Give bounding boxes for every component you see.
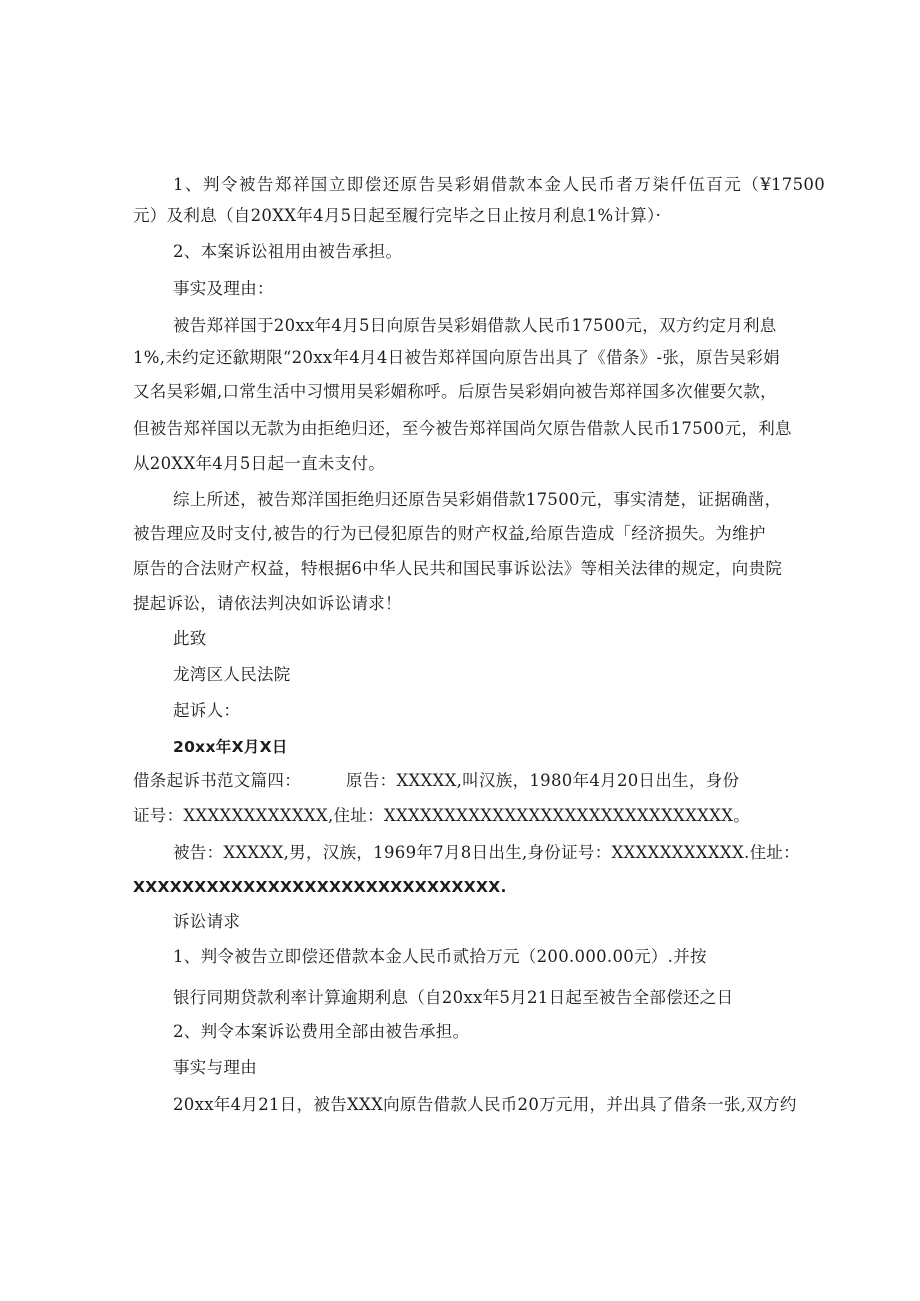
summary-paragraph-line: 提起诉讼，请依法判决如诉讼请求！ — [133, 594, 402, 613]
facts-reasons-line: 20xx年4月21日，被告XXX向原告借款人民币20万元用，并出具了借条一张,双方约 — [173, 1095, 797, 1114]
defendant-info-line: 被告：XXXXX,男，汉族，1969年7月8日出生,身份证号：XXXXXXXXXXX.住址： — [173, 843, 800, 862]
facts-paragraph-line: 1%,未约定还歙期限“20xx年4月4日被告郑祥国向原告出具了《借条》-张，原告吴彩娟 — [133, 348, 780, 367]
claim-1-line: 1、判令被告郑祥国立即偿还原告吴彩娟借款本金人民币者万柒仟伍百元（¥17500 — [173, 175, 825, 194]
claims-item-1-cont: 银行同期贷款利率计算逾期利息（自20xx年5月21日起至被告全部偿还之日 — [173, 988, 734, 1007]
facts-paragraph-line: 又名吴彩媚,口常生活中习惯用吴彩媚称呼。后原告吴彩娟向被告郑祥国多次催要欠款， — [133, 382, 777, 401]
plaintiff-info-line-cont: 证号：XXXXXXXXXXXX,住址：XXXXXXXXXXXXXXXXXXXXXXXXXXXXX。 — [133, 806, 751, 825]
facts-paragraph-line: 被告郑祥国于20xx年4月5日向原告吴彩娟借款人民币17500元，双方约定月利息 — [173, 316, 777, 335]
claim-1-line-cont: 元）及利息（自20XX年4月5日起至履行完毕之日止按月利息1%计算）· — [133, 206, 662, 225]
salutation: 此致 — [173, 629, 207, 648]
plaintiff-signature-label: 起诉人： — [173, 701, 241, 720]
plaintiff-info-line: 原告：XXXXX,叫汉族，1980年4月20日出生，身份 — [346, 771, 740, 790]
claims-item-1: 1、判令被告立即偿还借款本金人民币贰拾万元（200.000.00元）.并按 — [173, 947, 707, 966]
facts-paragraph-line: 从20XX年4月5日起一直未支付。 — [133, 454, 386, 473]
summary-paragraph-line: 综上所述，被告郑洋国拒绝归还原告吴彩娟借款17500元，事实清楚，证据确凿， — [173, 490, 782, 509]
section-heading-claims: 诉讼请求 — [173, 912, 241, 931]
facts-paragraph-line: 但被告郑祥国以无款为由拒绝归还，至今被告郑祥国尚欠原告借款人民币17500元，利息 — [133, 419, 792, 438]
claims-item-2: 2、判令本案诉讼费用全部由被告承担。 — [173, 1022, 470, 1041]
section-heading-facts-reasons: 事实与理由 — [173, 1058, 257, 1077]
defendant-info-line-cont: XXXXXXXXXXXXXXXXXXXXXXXXXXXXXX. — [133, 878, 507, 896]
section-title-template-4: 借条起诉书范文篇四： — [133, 771, 301, 790]
document-date: 20xx年X月X日 — [173, 738, 288, 756]
court-name: 龙湾区人民法院 — [173, 665, 291, 684]
section-heading-facts: 事实及理由： — [173, 279, 274, 298]
summary-paragraph-line: 被告理应及时支付,被告的行为已侵犯原告的财产权益,给原告造成「经济损失。为维护 — [133, 524, 766, 543]
claim-2-line: 2、本案诉讼祖用由被告承担。 — [173, 242, 403, 261]
summary-paragraph-line: 原告的合法财产权益，特根据6中华人民共和国民事诉讼法》等相关法律的规定，向贵院 — [133, 559, 783, 578]
